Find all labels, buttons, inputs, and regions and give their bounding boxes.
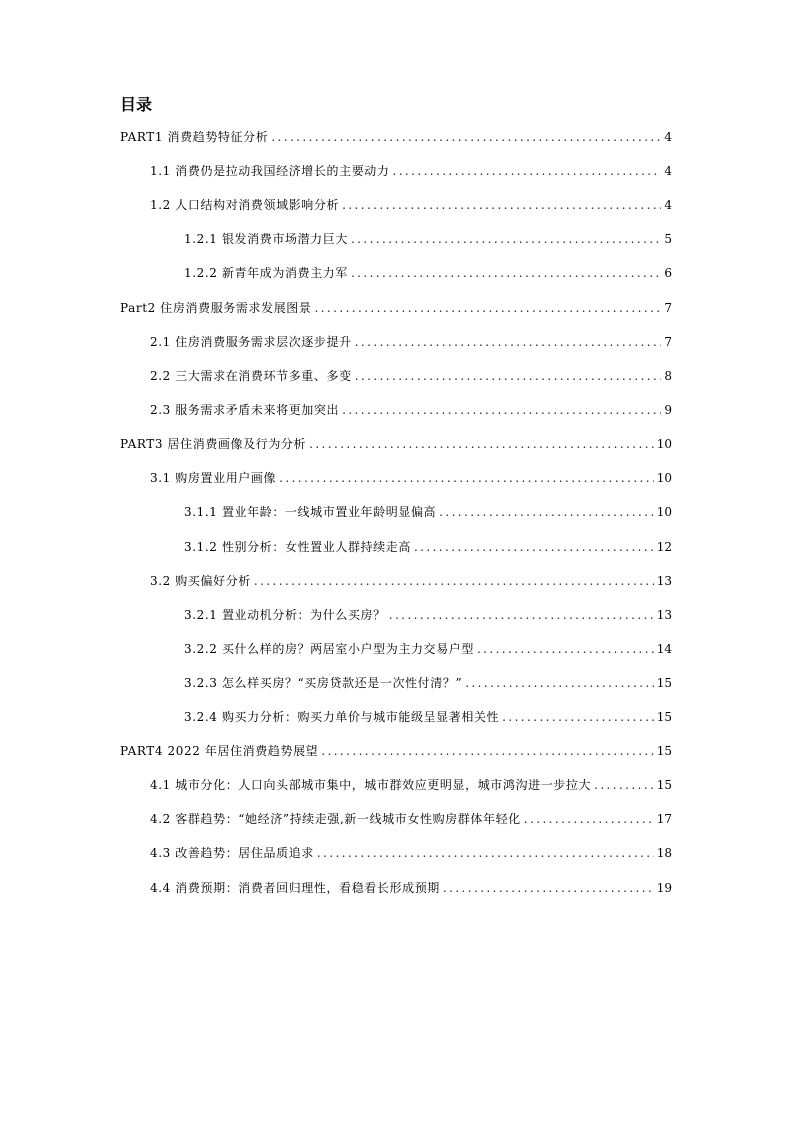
toc-entry-page-number: 10	[656, 437, 672, 451]
toc-entry[interactable]	[150, 775, 672, 795]
toc-leader-dots	[414, 537, 654, 557]
toc-entry-label: 1.2 人口结构对消费领域影响分析	[150, 198, 340, 212]
toc-entry-page-number: 13	[656, 574, 672, 588]
toc-leader-dots	[389, 605, 654, 625]
toc-leader-dots	[477, 639, 654, 659]
toc-entry[interactable]	[184, 229, 672, 249]
toc-leader-dots	[317, 843, 654, 863]
toc-entry-page-number: 15	[656, 676, 672, 690]
toc-entry-page-number: 15	[656, 744, 672, 758]
toc-entry[interactable]	[184, 605, 672, 625]
toc-entry-label: 2.3 服务需求矛盾未来将更加突出	[150, 403, 340, 417]
toc-entry-page-number: 4	[664, 164, 672, 178]
toc-entry[interactable]	[150, 366, 672, 386]
toc-entry[interactable]	[184, 502, 672, 522]
toc-entry-page-number: 12	[656, 540, 672, 554]
toc-entry-label: 2.2 三大需求在消费环节多重、多变	[150, 369, 352, 383]
toc-entry-label: 3.1.1 置业年龄：一线城市置业年龄明显偏高	[184, 505, 437, 519]
toc-entry-label: 1.1 消费仍是拉动我国经济增长的主要动力	[150, 164, 390, 178]
toc-leader-dots	[309, 434, 654, 454]
toc-entry[interactable]	[150, 195, 672, 215]
toc-leader-dots	[502, 707, 654, 727]
toc-entry[interactable]	[150, 161, 672, 181]
toc-leader-dots	[524, 809, 654, 829]
toc-entry-page-number: 8	[664, 369, 672, 383]
toc-entry-label: PART3 居住消费画像及行为分析	[120, 437, 307, 451]
toc-leader-dots	[351, 229, 661, 249]
toc-entry-page-number: 19	[656, 881, 672, 895]
toc-leader-dots	[351, 263, 661, 283]
toc-leader-dots	[439, 502, 654, 522]
toc-leader-dots	[321, 741, 653, 761]
toc-entry[interactable]	[184, 537, 672, 557]
toc-entry-label: 3.2.1 置业动机分析：为什么买房？	[184, 608, 386, 622]
toc-entry-label: 1.2.1 银发消费市场潜力巨大	[184, 232, 348, 246]
toc-leader-dots	[279, 468, 654, 488]
toc-entry[interactable]	[150, 843, 672, 863]
toc-entry[interactable]	[120, 434, 672, 454]
toc-entry-page-number: 14	[656, 642, 672, 656]
toc-entry-label: PART1 消费趋势特征分析	[120, 130, 269, 144]
toc-leader-dots	[342, 195, 661, 215]
toc-leader-dots	[355, 332, 662, 352]
toc-entry-label: 3.2.3 怎么样买房？“买房贷款还是一次性付清？”	[184, 676, 463, 690]
toc-entry[interactable]	[184, 639, 672, 659]
toc-entry-page-number: 15	[656, 778, 672, 792]
toc-entry-label: 3.1 购房置业用户画像	[150, 471, 277, 485]
toc-leader-dots	[315, 298, 662, 318]
toc-entry[interactable]	[120, 741, 672, 761]
toc-entry[interactable]	[120, 298, 672, 318]
toc-entry-page-number: 4	[664, 198, 672, 212]
toc-entry[interactable]	[150, 332, 672, 352]
toc-entry-label: 1.2.2 新青年成为消费主力军	[184, 266, 348, 280]
toc-entry-label: 3.2 购买偏好分析	[150, 574, 251, 588]
toc-entry[interactable]	[150, 468, 672, 488]
toc-entry-label: 4.2 客群趋势：“她经济”持续走强,新一线城市女性购房群体年轻化	[150, 812, 521, 826]
toc-entry-label: 3.2.4 购买力分析：购买力单价与城市能级呈显著相关性	[184, 710, 500, 724]
toc-entry[interactable]	[184, 707, 672, 727]
toc-entry-page-number: 7	[664, 301, 672, 315]
toc-leader-dots	[465, 673, 654, 693]
toc-entry-label: 3.1.2 性别分析：女性置业人群持续走高	[184, 540, 411, 554]
toc-entry-page-number: 6	[664, 266, 672, 280]
toc-entry-label: 4.1 城市分化：人口向头部城市集中，城市群效应更明显，城市鸿沟进一步拉大	[150, 778, 592, 792]
toc-entry-page-number: 4	[664, 130, 672, 144]
toc-entry-page-number: 7	[664, 335, 672, 349]
toc-leader-dots	[271, 127, 661, 147]
toc-entry[interactable]	[150, 571, 672, 591]
toc-leader-dots	[594, 775, 654, 795]
toc-entry[interactable]	[150, 809, 672, 829]
toc-entry[interactable]	[184, 673, 672, 693]
toc-entry-page-number: 9	[664, 403, 672, 417]
toc-entry-page-number: 10	[656, 505, 672, 519]
toc-leader-dots	[254, 571, 654, 591]
toc-entry-page-number: 15	[656, 710, 672, 724]
toc-entry-label: PART4 2022 年居住消费趋势展望	[120, 744, 319, 758]
toc-entry-label: 3.2.2 买什么样的房？两居室小户型为主力交易户型	[184, 642, 474, 656]
toc-title: 目录	[120, 95, 153, 114]
toc-entry-page-number: 5	[664, 232, 672, 246]
toc-entry-label: 4.4 消费预期：消费者回归理性，看稳看长形成预期	[150, 881, 440, 895]
toc-entry[interactable]	[150, 878, 672, 898]
toc-entry-label: Part2 住房消费服务需求发展图景	[120, 301, 312, 315]
toc-entry[interactable]	[120, 127, 672, 147]
toc-entry-page-number: 10	[656, 471, 672, 485]
toc-leader-dots	[355, 366, 662, 386]
toc-entry[interactable]	[150, 400, 672, 420]
toc-leader-dots	[342, 400, 661, 420]
toc-entry[interactable]	[184, 263, 672, 283]
toc-entry-page-number: 13	[656, 608, 672, 622]
toc-entry-label: 2.1 住房消费服务需求层次逐步提升	[150, 335, 352, 349]
toc-leader-dots	[443, 878, 654, 898]
toc-entry-page-number: 18	[656, 846, 672, 860]
toc-leader-dots	[393, 161, 662, 181]
toc-entry-page-number: 17	[656, 812, 672, 826]
toc-entry-label: 4.3 改善趋势：居住品质追求	[150, 846, 314, 860]
